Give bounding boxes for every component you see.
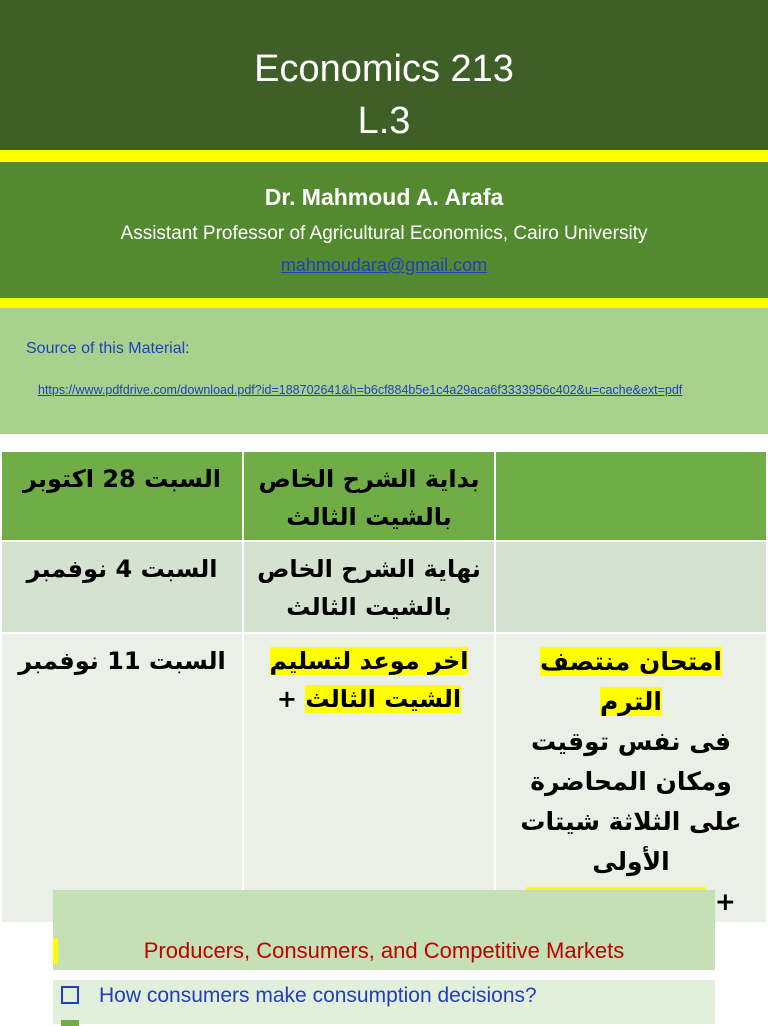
- table-row: [1, 541, 767, 633]
- author-name: Dr. Mahmoud A. Arafa: [264, 184, 504, 210]
- source-url-link[interactable]: https://www.pdfdrive.com/download.pdf?id=188702641&h=b6cf884b5e1c4a29aca6f3333956c402&u=cache&ext=pdf: [38, 383, 683, 397]
- date-cell: السبت 4 نوفمبر: [1, 541, 243, 633]
- author-role: Assistant Professor of Agricultural Economics, Cairo University: [120, 223, 648, 244]
- author-band: [0, 162, 768, 298]
- list-item: How consumers make consumption decisions?: [99, 984, 537, 1007]
- event-cell: نهاية الشرح الخاص بالشيت الثالث: [243, 541, 495, 633]
- text-cursor: [53, 938, 58, 964]
- checkbox-bullet-icon: [61, 986, 79, 1004]
- sheet-highlight: الشيت الثالث: [305, 685, 462, 713]
- divider-top: [0, 150, 768, 162]
- source-label: Source of this Material:: [26, 340, 190, 357]
- divider-bottom: [0, 298, 768, 308]
- bullet-list: [53, 980, 715, 1024]
- plus-sign: +: [714, 887, 736, 916]
- midterm-details: فى نفس توقيت ومكان المحاضرة على الثلاثة شيتات الأولى: [520, 727, 742, 876]
- note-cell: [495, 541, 767, 633]
- note-cell: [495, 633, 767, 923]
- author-email-link[interactable]: mahmoudara@gmail.com: [280, 255, 488, 275]
- event-cell: [243, 633, 495, 923]
- date-cell: السبت 28 اكتوبر: [1, 451, 243, 541]
- date-cell: السبت 11 نوفمبر: [1, 633, 243, 923]
- deadline-highlight: اخر موعد لتسليم: [269, 647, 469, 675]
- table-row: [1, 633, 767, 923]
- midterm-highlight: امتحان منتصف الترم: [540, 647, 722, 716]
- lecture-number: L.3: [357, 100, 411, 142]
- checkbox-bullet-icon: [61, 1020, 79, 1026]
- source-band: [0, 308, 768, 434]
- topic-box: Producers, Consumers, and Competitive Markets: [53, 890, 715, 970]
- note-cell: [495, 451, 767, 541]
- course-title: Economics 213: [254, 48, 514, 90]
- table-row: [1, 451, 767, 541]
- schedule-table: [0, 450, 768, 924]
- title-band: [0, 0, 768, 150]
- plus-sign: +: [276, 685, 298, 713]
- event-cell: بداية الشرح الخاص بالشيت الثالث: [243, 451, 495, 541]
